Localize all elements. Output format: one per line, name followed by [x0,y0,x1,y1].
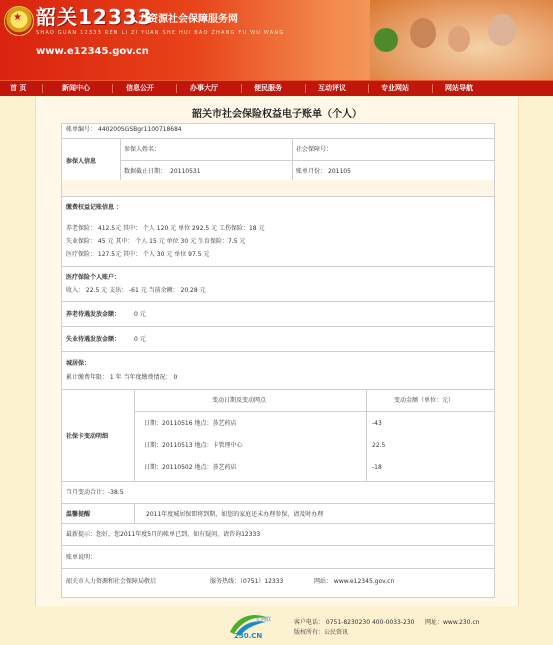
footer-copyright: 版权所有：公民资讯 [294,629,349,636]
main-nav [0,80,553,96]
230cn-logo-tag: 亿网联 [256,617,272,623]
bill-number-label: 帐单编号： [66,126,97,133]
site-url: www.e12345.gov.cn [36,46,149,57]
bureau-signature: 韶关市人力资源和社会保障局敬启 [66,578,157,585]
card-changes-label: 社保卡变动明细 [66,433,109,440]
family-photo [370,0,553,80]
latest-notice: 最新提示：您好，您2011年度5月的帐单已到，如有疑问，请咨询12333 [66,531,261,538]
pension-insurance-line: 养老保险： 412.5元 其中： 个人 120 元 单位 292.5 元 工伤保险：18 元 [66,225,265,232]
bill-month-label: 账单月份： [296,168,327,175]
card-col-date-location: 变动日期及变动网点 [212,397,267,404]
data-deadline: 20110531 [170,168,201,175]
nav-info-public[interactable]: 信息公开 [126,84,154,92]
nav-convenience[interactable]: 便民服务 [254,84,282,92]
nav-interaction[interactable]: 互动评议 [318,84,346,92]
person-image [410,18,436,48]
footer-phone: 客户电话： 0751-8230230 400-0033-230 [294,619,415,626]
nav-divider [176,84,177,93]
insured-name-label: 参保人姓名： [124,146,161,153]
national-emblem-icon: ★ [4,6,34,36]
nav-news[interactable]: 新闻中心 [62,84,90,92]
bill-website[interactable]: 网站： www.e12345.gov.cn [314,578,395,585]
tip-text: 2011年度城居保即将到期，如您的家庭还未办理参保，请及时办理 [146,511,324,518]
data-deadline-label: 数据截止日期： [124,168,167,175]
medical-account-line: 收入： 22.5 元 支出： -61 元 当前余额： 20.28 元 [66,287,206,294]
bill-table [61,123,495,598]
section-spacer [62,180,494,196]
medical-account-header: 医疗保险个人账户： [66,274,121,281]
person-image [448,26,470,52]
urban-insurance-header: 城居保： [66,360,91,367]
bill-number: 440200SGSBgr1100718684 [98,126,182,133]
site-subtitle: 人力资源社会保障服务网 [128,14,238,25]
230cn-logo[interactable] [226,610,272,642]
service-hotline: 服务热线：（0751）12333 [210,578,284,585]
card-col-amount: 变动金额（单位：元） [394,397,455,404]
card-row-2-desc: 日期：20110513 地点：卡管理中心 [144,442,243,449]
pension-payout-value: 0 元 [134,311,146,318]
card-row-3-amount: -18 [372,464,382,471]
content-panel [35,97,519,606]
unemployment-payout-value: 0 元 [134,336,146,343]
card-row-1-amount: -43 [372,420,382,427]
nav-divider [432,84,433,93]
monthly-total: 当月变动合计：-38.5 [66,489,124,496]
card-row-1-desc: 日期：20110516 地点：荟艺药店 [144,420,237,427]
nav-divider [305,84,306,93]
page-title: 韶关市社会保险权益电子账单（个人） [192,109,362,120]
card-row-2-amount: 22.5 [372,442,386,449]
nav-service-hall[interactable]: 办事大厅 [190,84,218,92]
nav-divider [368,84,369,93]
site-header [0,0,553,80]
insured-section-label: 参保人信息 [66,158,97,165]
bill-remark-label: 账单说明： [66,554,97,561]
contribution-header: 缴费权益记账信息 ： [66,204,123,211]
tip-label: 温馨提醒 [66,511,91,518]
footer-website[interactable]: 网址：www.230.cn [425,619,480,626]
site-pinyin: SHAO GUAN 12333 REN LI ZI YUAN SHE HUI BAO ZHANG FU WU WANG [36,30,285,36]
nav-sitemap[interactable]: 网站导航 [445,84,473,92]
nav-home[interactable]: 首 页 [10,84,27,92]
urban-insurance-line: 累计缴费年限： 1 年 当年度缴费情况： 0 [66,374,178,381]
site-footer [0,606,553,645]
nav-divider [241,84,242,93]
social-security-number-label: 社会保障号： [296,146,333,153]
nav-professional[interactable]: 专业网站 [381,84,409,92]
nav-divider [112,84,113,93]
unemployment-insurance-line: 失业保险： 45 元 其中： 个人 15 元 单位 30 元 生育保险：7.5 元 [66,238,246,245]
bill-month: 201105 [328,168,351,175]
card-row-3-desc: 日期：20110502 地点：荟艺药店 [144,464,237,471]
person-image [488,14,516,46]
plant-image [374,28,398,52]
site-logo[interactable]: 韶关12333 [36,5,153,29]
medical-insurance-line: 医疗保险： 127.5元 其中： 个人 30 元 单位 97.5 元 [66,251,210,258]
pension-payout-label: 养老待遇发放金额： [66,311,121,318]
230cn-logo-text: 230.CN [234,632,263,640]
nav-divider [42,84,43,93]
unemployment-payout-label: 失业待遇发放金额： [66,336,121,343]
